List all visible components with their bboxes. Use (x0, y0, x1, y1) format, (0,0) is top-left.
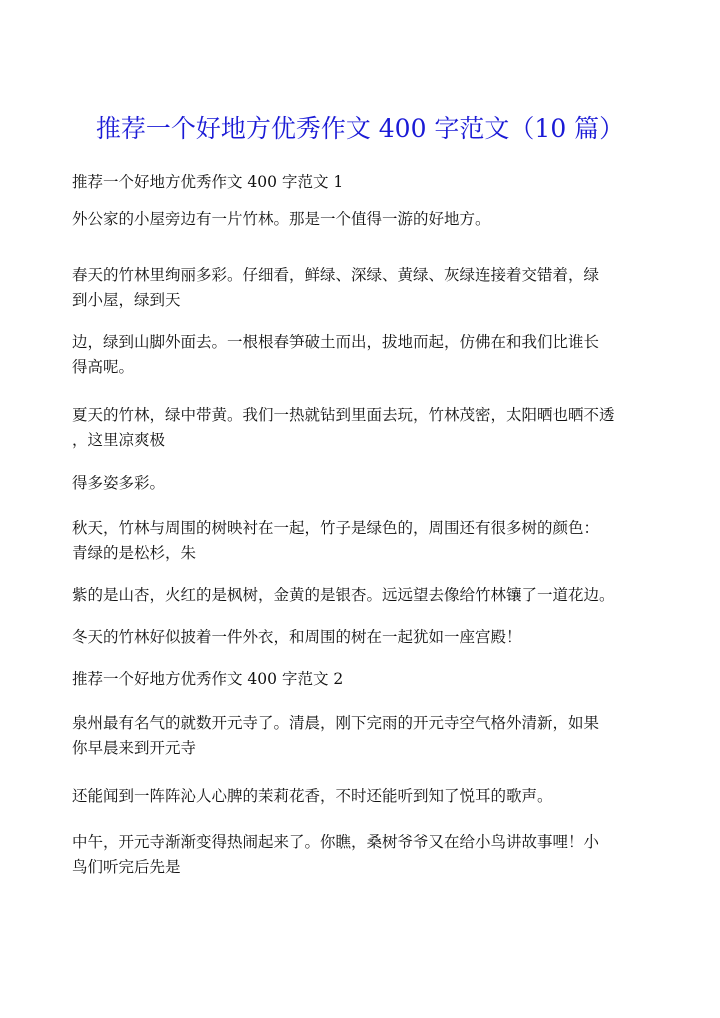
paragraph-line: ，这里凉爽极 (72, 431, 166, 449)
paragraph (72, 830, 684, 880)
paragraph-line: 边，绿到山脚外面去。一根根春笋破土而出，拔地而起，仿佛在和我们比谁长 (72, 333, 600, 351)
paragraph (72, 667, 684, 692)
paragraph-line: 还能闻到一阵阵沁人心脾的茉莉花香，不时还能听到知了悦耳的歌声。 (72, 787, 553, 805)
paragraph (72, 471, 684, 496)
paragraph (72, 784, 684, 809)
paragraph (72, 625, 684, 650)
paragraph (72, 583, 684, 608)
paragraph-line: 青绿的是松杉，朱 (72, 544, 197, 562)
paragraph-line: 春天的竹林里绚丽多彩。仔细看，鲜绿、深绿、黄绿、灰绿连接着交错着，绿 (72, 266, 600, 284)
paragraph-line: 夏天的竹林，绿中带黄。我们一热就钻到里面去玩，竹林茂密，太阳晒也晒不透 (72, 406, 615, 424)
paragraph (72, 170, 684, 195)
paragraph-line: 鸟们听完后先是 (72, 858, 181, 876)
paragraph-line: 推荐一个好地方优秀作文 400 字范文 1 (72, 173, 344, 191)
paragraph-line: 秋天，竹林与周围的树映衬在一起，竹子是绿色的，周围还有很多树的颜色： (72, 519, 600, 537)
paragraph (72, 516, 684, 566)
paragraph-line: 到小屋，绿到天 (72, 291, 181, 309)
paragraph-line: 外公家的小屋旁边有一片竹林。那是一个值得一游的好地方。 (72, 210, 491, 228)
paragraph (72, 263, 684, 313)
document-title: 推荐一个好地方优秀作文 400 字范文（10 篇） (95, 114, 625, 143)
paragraph (72, 711, 684, 761)
paragraph-line: 泉州最有名气的就数开元寺了。清晨，刚下完雨的开元寺空气格外清新，如果 (72, 714, 600, 732)
paragraph-line: 紫的是山杏，火红的是枫树，金黄的是银杏。远远望去像给竹林镶了一道花边。 (72, 586, 615, 604)
paragraph-line: 推荐一个好地方优秀作文 400 字范文 2 (72, 670, 344, 688)
paragraph-line: 你早晨来到开元寺 (72, 739, 197, 757)
paragraph-line: 得多姿多彩。 (72, 474, 166, 492)
paragraph (72, 403, 684, 453)
paragraph-line: 中午，开元寺渐渐变得热闹起来了。你瞧，桑树爷爷又在给小鸟讲故事哩！小 (72, 833, 600, 851)
paragraph (72, 207, 684, 232)
paragraph-line: 得高呢。 (72, 358, 135, 376)
paragraph-line: 冬天的竹林好似披着一件外衣，和周围的树在一起犹如一座宫殿！ (72, 628, 522, 646)
paragraph (72, 330, 684, 380)
